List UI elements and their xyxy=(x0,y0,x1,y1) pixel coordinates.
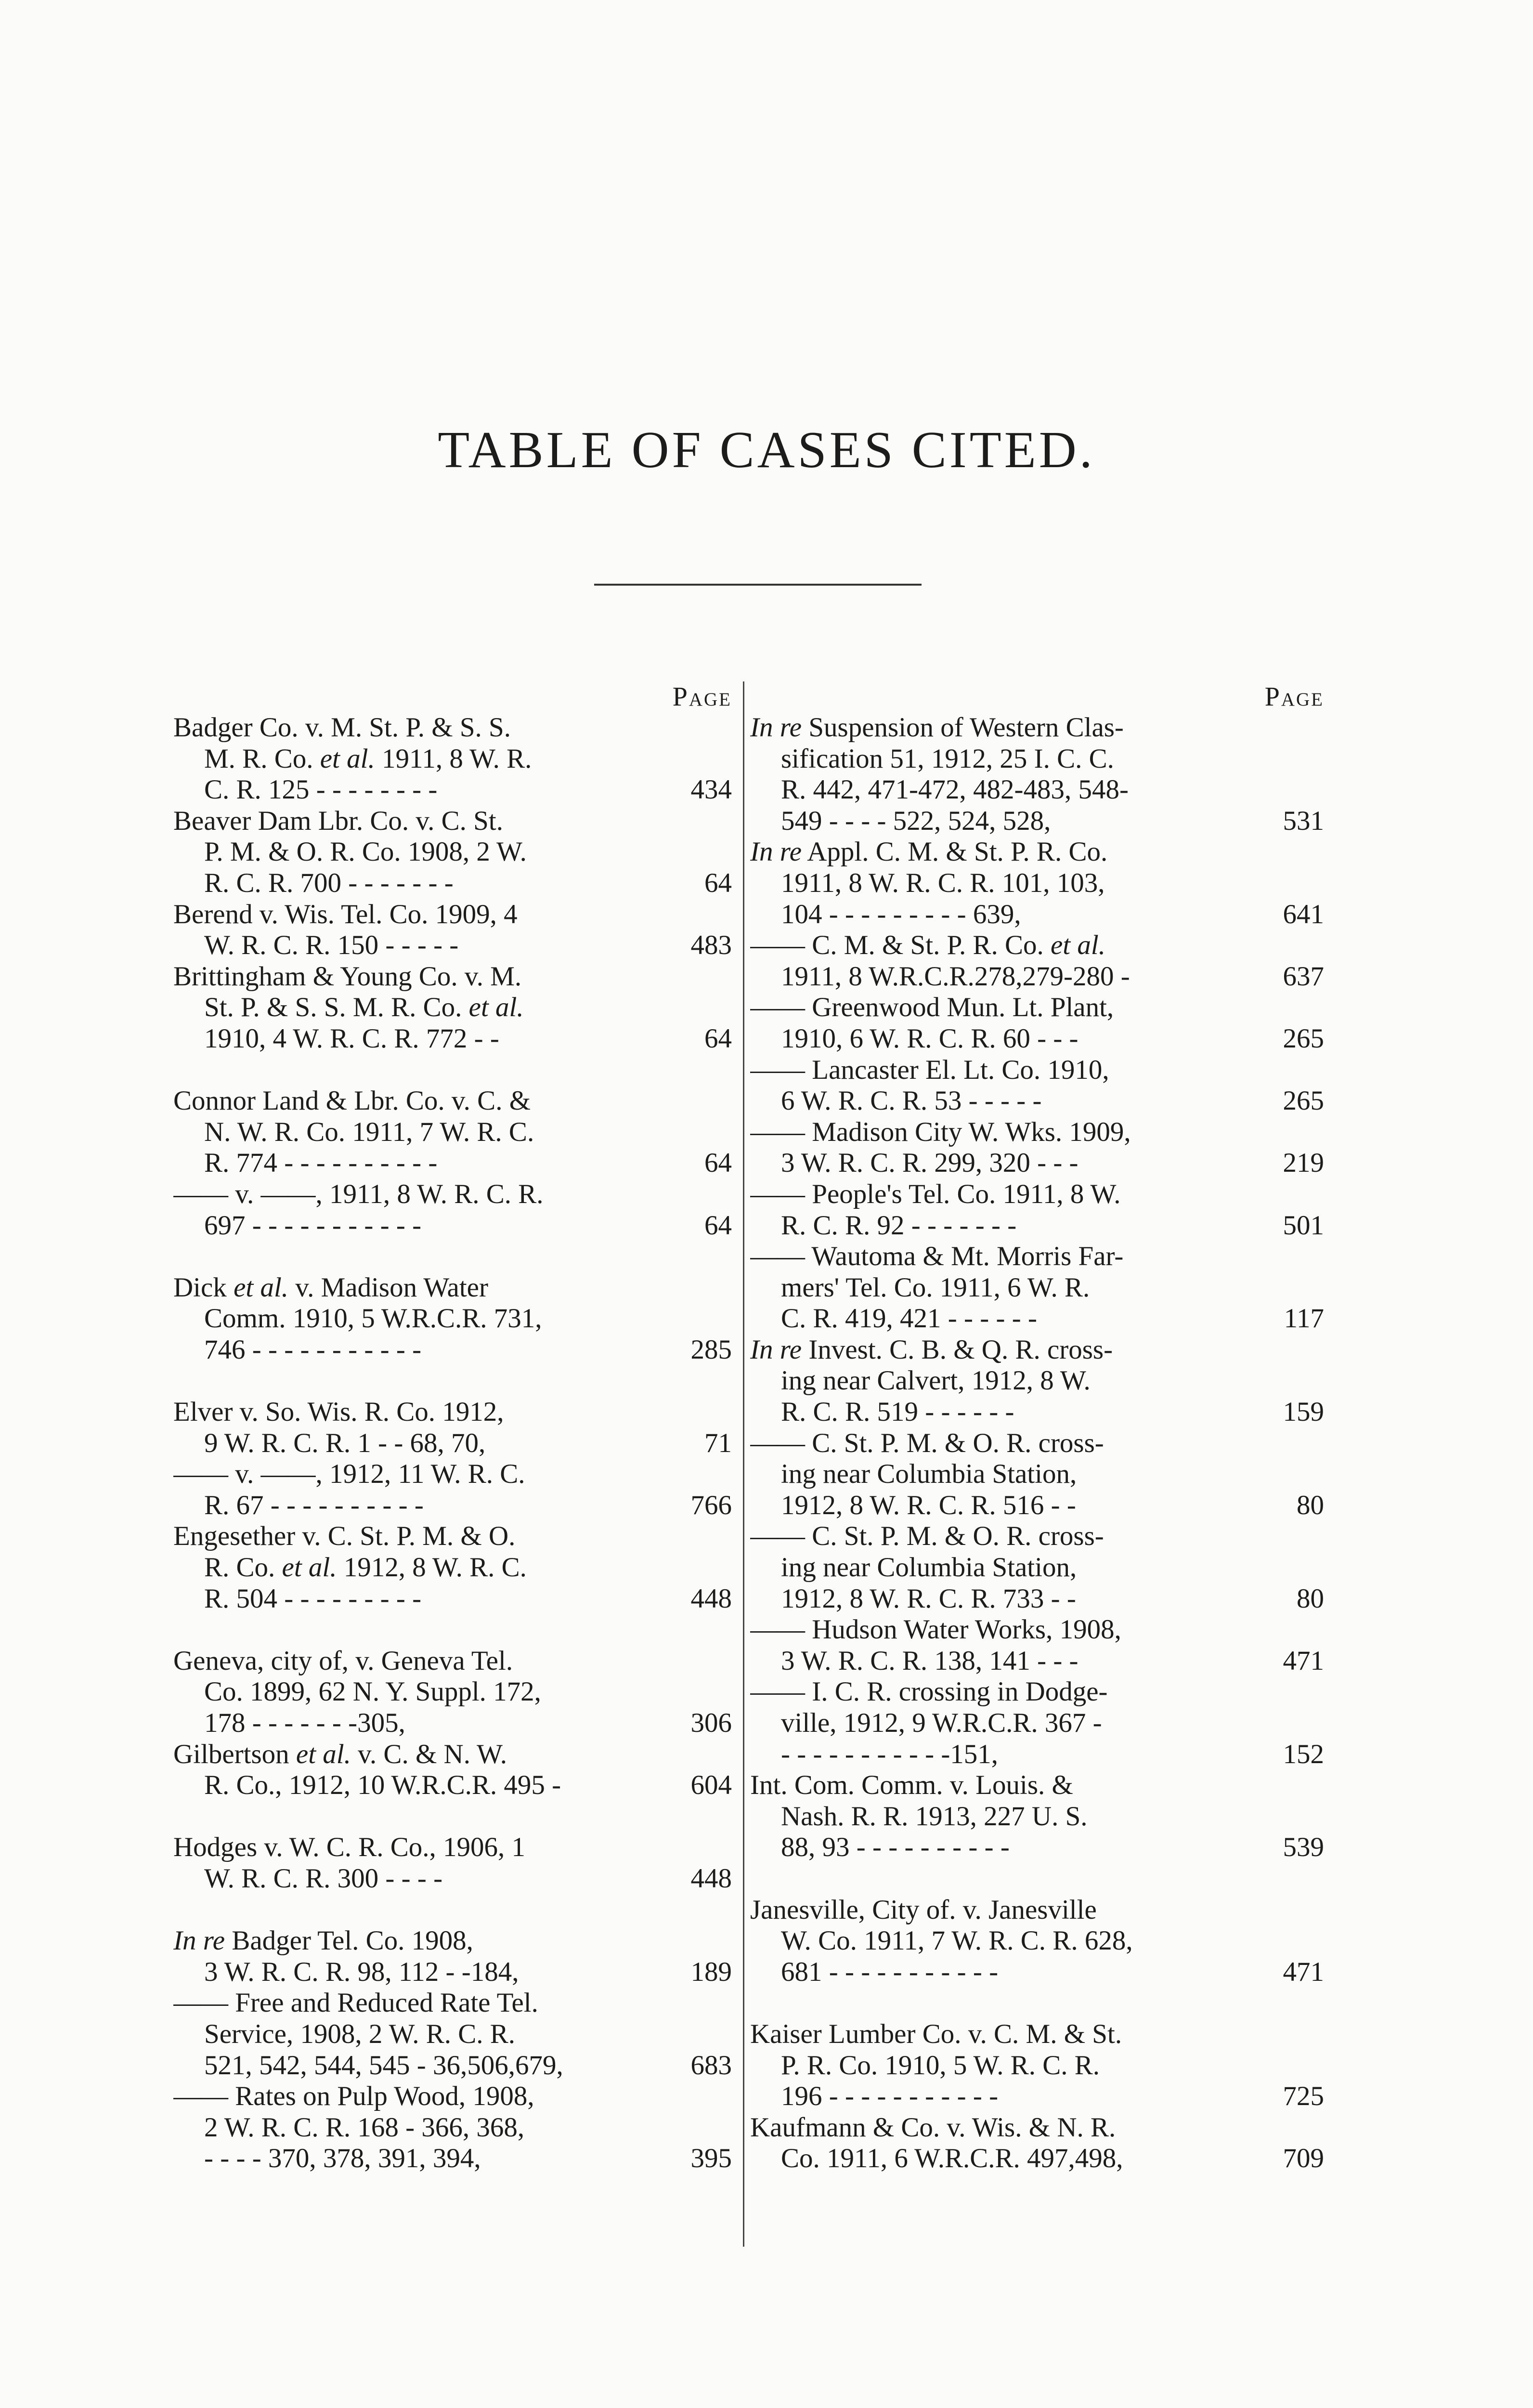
case-entry xyxy=(173,712,732,806)
citation-line xyxy=(750,1210,1324,1242)
case-entry xyxy=(173,1459,732,1521)
citation-line xyxy=(173,2081,732,2112)
page-number: 189 xyxy=(690,1956,732,1987)
citation-line xyxy=(750,1614,1324,1646)
citation-text: W. Co. 1911, 7 W. R. C. R. 628, xyxy=(781,1925,1133,1956)
citation-line xyxy=(173,1490,732,1521)
citation-line xyxy=(750,1832,1324,1863)
citation-line xyxy=(173,1272,732,1304)
citation-line xyxy=(750,899,1324,930)
citation-line xyxy=(173,2050,732,2081)
citation-text: 1912, 8 W. R. C. R. 516 - - xyxy=(781,1490,1076,1520)
citation-line xyxy=(750,1086,1324,1117)
citation-line xyxy=(173,2112,732,2144)
citation-text: —— C. M. & St. P. R. Co. et al. xyxy=(750,930,1105,961)
page-number: 604 xyxy=(690,1770,732,1801)
citation-line xyxy=(173,774,732,806)
case-entry xyxy=(750,1895,1324,1988)
citation-line xyxy=(750,992,1324,1023)
citation-text: P. M. & O. R. Co. 1908, 2 W. xyxy=(204,837,527,867)
citation-line xyxy=(750,1055,1324,1086)
citation-line xyxy=(750,1584,1324,1615)
citation-text: P. R. Co. 1910, 5 W. R. C. R. xyxy=(781,2050,1100,2081)
page-number: 471 xyxy=(1283,1956,1324,1987)
citation-line xyxy=(173,1770,732,1801)
citation-text: Dick et al. v. Madison Water xyxy=(173,1272,488,1303)
case-entry xyxy=(173,1739,732,1801)
citation-text: —— C. St. P. M. & O. R. cross- xyxy=(750,1521,1104,1552)
right-column xyxy=(750,681,1324,2174)
citation-text: In re Badger Tel. Co. 1908, xyxy=(173,1925,473,1956)
column-divider xyxy=(743,681,744,2247)
citation-text: Nash. R. R. 1913, 227 U. S. xyxy=(781,1801,1088,1832)
citation-text: —— Hudson Water Works, 1908, xyxy=(750,1614,1121,1645)
case-entry xyxy=(750,1055,1324,1117)
citation-line xyxy=(750,1428,1324,1459)
citation-line xyxy=(750,1490,1324,1521)
citation-text: Kaufmann & Co. v. Wis. & N. R. xyxy=(750,2112,1116,2143)
citation-text: 2 W. R. C. R. 168 - 366, 368, xyxy=(204,2112,525,2143)
citation-line xyxy=(173,837,732,868)
case-entry xyxy=(173,1832,732,1894)
case-entry xyxy=(173,1179,732,1241)
citation-line xyxy=(173,1925,732,1957)
citation-line xyxy=(750,930,1324,961)
citation-text: —— C. St. P. M. & O. R. cross- xyxy=(750,1427,1104,1458)
page-number: 637 xyxy=(1283,961,1324,992)
case-entry xyxy=(173,1521,732,1614)
page-number: 265 xyxy=(1283,1086,1324,1116)
citation-line xyxy=(173,1148,732,1179)
page-number: 265 xyxy=(1283,1023,1324,1054)
citation-line xyxy=(750,1241,1324,1272)
citation-text: In re Appl. C. M. & St. P. R. Co. xyxy=(750,837,1108,867)
citation-text: R. 67 - - - - - - - - - - xyxy=(204,1490,424,1520)
case-entry xyxy=(173,961,732,1055)
citation-text: 521, 542, 544, 545 - 36,506,679, xyxy=(204,2050,563,2081)
citation-line xyxy=(750,1521,1324,1552)
citation-line xyxy=(750,961,1324,993)
citation-line xyxy=(173,806,732,837)
citation-text: R. 774 - - - - - - - - - - xyxy=(204,1148,438,1178)
page-number: 434 xyxy=(690,774,732,805)
citation-text: Badger Co. v. M. St. P. & S. S. xyxy=(173,712,511,743)
citation-text: 1911, 8 W.R.C.R.278,279-280 - xyxy=(781,961,1130,992)
citation-text: Elver v. So. Wis. R. Co. 1912, xyxy=(173,1397,504,1427)
entry-gap xyxy=(173,1365,732,1397)
citation-text: R. C. R. 519 - - - - - - xyxy=(781,1397,1014,1427)
citation-line xyxy=(750,1957,1324,1988)
case-entry xyxy=(750,1676,1324,1770)
page-number: 64 xyxy=(704,1210,732,1241)
citation-text: 9 W. R. C. R. 1 - - 68, 70, xyxy=(204,1427,486,1458)
citation-line xyxy=(750,1646,1324,1677)
citation-text: 6 W. R. C. R. 53 - - - - - xyxy=(781,1086,1042,1116)
citation-text: 3 W. R. C. R. 138, 141 - - - xyxy=(781,1645,1078,1676)
citation-text: 3 W. R. C. R. 299, 320 - - - xyxy=(781,1148,1078,1178)
case-entry xyxy=(173,2081,732,2174)
citation-line xyxy=(750,1708,1324,1739)
case-entry xyxy=(750,1614,1324,1676)
citation-text: Comm. 1910, 5 W.R.C.R. 731, xyxy=(204,1303,542,1334)
citation-text: —— Lancaster El. Lt. Co. 1910, xyxy=(750,1054,1109,1085)
citation-text: —— Free and Reduced Rate Tel. xyxy=(173,1988,538,2018)
citation-text: 697 - - - - - - - - - - - xyxy=(204,1210,422,1241)
case-entry xyxy=(750,1179,1324,1241)
citation-text: St. P. & S. S. M. R. Co. et al. xyxy=(204,992,524,1023)
page-header-right: Page xyxy=(1264,682,1324,712)
case-entry xyxy=(750,2019,1324,2112)
citation-line xyxy=(173,1303,732,1335)
citation-text: - - - - 370, 378, 391, 394, xyxy=(204,2143,481,2174)
citation-line xyxy=(173,1459,732,1490)
page-number: 80 xyxy=(1297,1490,1324,1520)
citation-line xyxy=(750,2081,1324,2112)
citation-line xyxy=(173,1863,732,1895)
citation-line xyxy=(173,744,732,775)
citation-line xyxy=(750,1335,1324,1366)
citation-text: 3 W. R. C. R. 98, 112 - -184, xyxy=(204,1956,519,1987)
page-number: 709 xyxy=(1283,2143,1324,2174)
citation-text: Hodges v. W. C. R. Co., 1906, 1 xyxy=(173,1832,526,1863)
citation-text: 1910, 4 W. R. C. R. 772 - - xyxy=(204,1023,499,1054)
citation-text: R. 504 - - - - - - - - - xyxy=(204,1583,422,1614)
page-number: 539 xyxy=(1283,1832,1324,1863)
citation-line xyxy=(750,1148,1324,1179)
citation-text: Beaver Dam Lbr. Co. v. C. St. xyxy=(173,805,503,836)
case-entry xyxy=(173,1086,732,1179)
citation-line xyxy=(750,1117,1324,1148)
citation-line xyxy=(750,1552,1324,1584)
citation-line xyxy=(750,868,1324,899)
citation-text: Geneva, city of, v. Geneva Tel. xyxy=(173,1645,513,1676)
citation-line xyxy=(173,1584,732,1615)
citation-line xyxy=(173,1988,732,2019)
case-entry xyxy=(750,1117,1324,1179)
citation-line xyxy=(750,1770,1324,1801)
citation-text: 681 - - - - - - - - - - - xyxy=(781,1956,999,1987)
citation-line xyxy=(750,2050,1324,2081)
page-number: 64 xyxy=(704,1148,732,1178)
citation-text: Co. 1899, 62 N. Y. Suppl. 172, xyxy=(204,1676,541,1707)
case-entry xyxy=(750,1428,1324,1521)
page-number: 531 xyxy=(1283,805,1324,836)
citation-line xyxy=(173,1676,732,1708)
citation-line xyxy=(173,992,732,1023)
case-entry xyxy=(750,930,1324,992)
citation-line xyxy=(173,1117,732,1148)
citation-line xyxy=(173,2019,732,2050)
citation-text: —— Madison City W. Wks. 1909, xyxy=(750,1116,1131,1147)
citation-line xyxy=(173,1521,732,1552)
citation-text: M. R. Co. et al. 1911, 8 W. R. xyxy=(204,743,532,774)
title-rule xyxy=(594,584,922,586)
page-number: 80 xyxy=(1297,1583,1324,1614)
case-entry xyxy=(750,1521,1324,1614)
case-entry xyxy=(173,1272,732,1366)
citation-text: ing near Calvert, 1912, 8 W. xyxy=(781,1365,1091,1396)
citation-line xyxy=(173,1708,732,1739)
citation-line xyxy=(173,1646,732,1677)
page-number: 766 xyxy=(690,1490,732,1520)
page-number: 725 xyxy=(1283,2081,1324,2112)
citation-line xyxy=(173,2143,732,2174)
citation-text: Service, 1908, 2 W. R. C. R. xyxy=(204,2018,516,2049)
citation-line xyxy=(750,1365,1324,1397)
citation-text: R. Co. et al. 1912, 8 W. R. C. xyxy=(204,1552,527,1583)
citation-line xyxy=(750,2019,1324,2050)
citation-text: 549 - - - - 522, 524, 528, xyxy=(781,805,1051,836)
citation-line xyxy=(750,1925,1324,1957)
citation-text: mers' Tel. Co. 1911, 6 W. R. xyxy=(781,1272,1090,1303)
citation-line xyxy=(750,744,1324,775)
citation-line xyxy=(750,712,1324,744)
page-number: 471 xyxy=(1283,1645,1324,1676)
citation-text: Janesville, City of. v. Janesville xyxy=(750,1894,1097,1925)
citation-text: R. C. R. 92 - - - - - - - xyxy=(781,1210,1017,1241)
page-number: 219 xyxy=(1283,1148,1324,1178)
entry-gap xyxy=(173,1241,732,1272)
page-number: 483 xyxy=(690,930,732,961)
case-entry xyxy=(173,1646,732,1739)
citation-text: W. R. C. R. 300 - - - - xyxy=(204,1863,443,1894)
citation-text: Kaiser Lumber Co. v. C. M. & St. xyxy=(750,2018,1122,2049)
citation-text: C. R. 125 - - - - - - - - xyxy=(204,774,438,805)
case-entry xyxy=(750,837,1324,930)
citation-line xyxy=(173,961,732,993)
entry-gap xyxy=(173,1895,732,1926)
citation-text: —— People's Tel. Co. 1911, 8 W. xyxy=(750,1178,1121,1209)
citation-text: ing near Columbia Station, xyxy=(781,1459,1077,1490)
citation-line xyxy=(750,1801,1324,1832)
citation-line xyxy=(750,1459,1324,1490)
citation-text: In re Invest. C. B. & Q. R. cross- xyxy=(750,1334,1113,1365)
citation-line xyxy=(173,868,732,899)
page-number: 683 xyxy=(690,2050,732,2081)
case-entry xyxy=(173,1925,732,1988)
page-number: 448 xyxy=(690,1863,732,1894)
case-entry xyxy=(750,712,1324,837)
case-entry xyxy=(173,1397,732,1459)
case-entry xyxy=(750,1335,1324,1428)
citation-text: —— Wautoma & Mt. Morris Far- xyxy=(750,1241,1124,1272)
case-entry xyxy=(750,992,1324,1054)
entry-gap xyxy=(750,1863,1324,1895)
citation-line xyxy=(173,1086,732,1117)
case-entry xyxy=(173,1988,732,2081)
citation-text: W. R. C. R. 150 - - - - - xyxy=(204,930,459,961)
entry-gap xyxy=(173,1055,732,1086)
page-number: 159 xyxy=(1283,1397,1324,1427)
citation-line xyxy=(173,1832,732,1863)
citation-line xyxy=(173,1739,732,1770)
citation-text: In re Suspension of Western Clas- xyxy=(750,712,1124,743)
case-entry xyxy=(173,806,732,899)
citation-text: Berend v. Wis. Tel. Co. 1909, 4 xyxy=(173,899,518,929)
citation-text: 1912, 8 W. R. C. R. 733 - - xyxy=(781,1583,1076,1614)
citation-text: 1911, 8 W. R. C. R. 101, 103, xyxy=(781,867,1105,898)
citation-text: —— v. ——, 1912, 11 W. R. C. xyxy=(173,1459,525,1490)
page-number: 395 xyxy=(690,2143,732,2174)
citation-text: 178 - - - - - - -305, xyxy=(204,1708,405,1738)
case-entry xyxy=(750,2112,1324,2174)
page-number: 64 xyxy=(704,867,732,898)
page-number: 306 xyxy=(690,1708,732,1738)
citation-text: ville, 1912, 9 W.R.C.R. 367 - xyxy=(781,1708,1102,1738)
page-number: 641 xyxy=(1283,899,1324,929)
citation-line xyxy=(173,1428,732,1459)
citation-line xyxy=(173,712,732,744)
entry-gap xyxy=(173,1801,732,1832)
citation-text: Gilbertson et al. v. C. & N. W. xyxy=(173,1739,507,1769)
citation-line xyxy=(173,1552,732,1584)
citation-text: ing near Columbia Station, xyxy=(781,1552,1077,1583)
citation-text: - - - - - - - - - - -151, xyxy=(781,1739,999,1769)
citation-line xyxy=(173,1179,732,1210)
citation-line xyxy=(750,1739,1324,1770)
left-column xyxy=(173,681,732,2174)
citation-text: 88, 93 - - - - - - - - - - xyxy=(781,1832,1010,1863)
citation-text: Int. Com. Comm. v. Louis. & xyxy=(750,1770,1073,1801)
citation-text: R. C. R. 700 - - - - - - - xyxy=(204,867,454,898)
citation-line xyxy=(750,774,1324,806)
citation-text: Co. 1911, 6 W.R.C.R. 497,498, xyxy=(781,2143,1123,2174)
citation-text: 1910, 6 W. R. C. R. 60 - - - xyxy=(781,1023,1078,1054)
citation-line xyxy=(173,1397,732,1428)
citation-line xyxy=(750,1179,1324,1210)
entry-gap xyxy=(173,1614,732,1646)
citation-line xyxy=(750,1397,1324,1428)
citation-text: Engesether v. C. St. P. M. & O. xyxy=(173,1521,516,1552)
citation-line xyxy=(173,930,732,961)
citation-text: —— Rates on Pulp Wood, 1908, xyxy=(173,2081,534,2112)
page-number: 117 xyxy=(1284,1303,1324,1334)
citation-text: R. 442, 471-472, 482-483, 548- xyxy=(781,774,1129,805)
citation-line xyxy=(750,1272,1324,1304)
citation-text: 746 - - - - - - - - - - - xyxy=(204,1334,422,1365)
page-number: 64 xyxy=(704,1023,732,1054)
citation-text: C. R. 419, 421 - - - - - - xyxy=(781,1303,1037,1334)
citation-line xyxy=(750,1023,1324,1055)
citation-line xyxy=(750,1676,1324,1708)
page-header-left: Page xyxy=(672,682,732,712)
citation-text: —— Greenwood Mun. Lt. Plant, xyxy=(750,992,1114,1023)
citation-line xyxy=(750,2143,1324,2174)
citation-line xyxy=(750,1895,1324,1926)
page-number: 152 xyxy=(1283,1739,1324,1769)
citation-text: 104 - - - - - - - - - 639, xyxy=(781,899,1021,929)
citation-line xyxy=(750,2112,1324,2144)
citation-text: N. W. R. Co. 1911, 7 W. R. C. xyxy=(204,1116,534,1147)
citation-text: sification 51, 1912, 25 I. C. C. xyxy=(781,743,1114,774)
citation-line xyxy=(173,899,732,930)
page-number: 501 xyxy=(1283,1210,1324,1241)
citation-text: Connor Land & Lbr. Co. v. C. & xyxy=(173,1086,531,1116)
page-number: 285 xyxy=(690,1334,732,1365)
citation-text: R. Co., 1912, 10 W.R.C.R. 495 - xyxy=(204,1770,561,1801)
citation-line xyxy=(173,1335,732,1366)
page-title: TABLE OF CASES CITED. xyxy=(438,421,1095,479)
citation-text: Brittingham & Young Co. v. M. xyxy=(173,961,522,992)
page-number: 448 xyxy=(690,1583,732,1614)
citation-line xyxy=(750,806,1324,837)
citation-line xyxy=(750,837,1324,868)
entry-gap xyxy=(750,1988,1324,2019)
case-entry xyxy=(173,899,732,961)
citation-line xyxy=(173,1957,732,1988)
citation-text: 196 - - - - - - - - - - - xyxy=(781,2081,999,2112)
citation-text: —— I. C. R. crossing in Dodge- xyxy=(750,1676,1108,1707)
case-entry xyxy=(750,1770,1324,1863)
page-number: 71 xyxy=(704,1427,732,1458)
citation-line xyxy=(173,1210,732,1242)
case-entry xyxy=(750,1241,1324,1335)
citation-line xyxy=(750,1303,1324,1335)
citation-text: —— v. ——, 1911, 8 W. R. C. R. xyxy=(173,1178,544,1209)
citation-line xyxy=(173,1023,732,1055)
